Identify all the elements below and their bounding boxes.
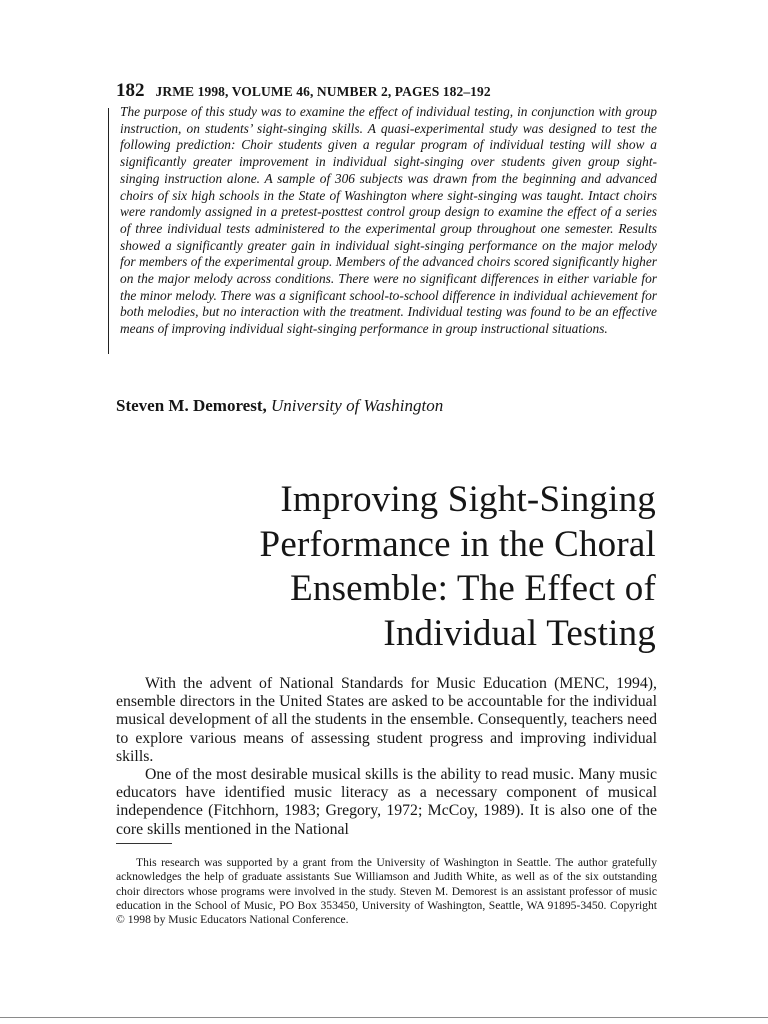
title-line: Individual Testing (383, 612, 656, 654)
page-bottom-rule (0, 1017, 768, 1018)
page-number: 182 (116, 80, 145, 101)
author-affiliation: University of Washington (271, 396, 444, 415)
footnote-rule (116, 843, 172, 844)
title-line: Performance in the Choral (259, 523, 656, 565)
running-head (116, 80, 491, 102)
body-paragraph: With the advent of National Standards for Music Education (MENC, 1994), ensemble directors in the United States are asked to be accountable for the individual musical development of all the students in the ensemble. Consequently, teachers need to explore various means of assessing student progress and improving individual skills. (116, 675, 657, 765)
body-text (116, 675, 657, 839)
title-line: Improving Sight-Singing (280, 479, 656, 520)
author-line (116, 396, 443, 416)
abstract: The purpose of this study was to examine the effect of individual testing, in conjunction with group instruction, on students’ sight-singing skills. A quasi-experimental study was designed to test the following prediction: Choir students given a regular program of individual testing will show a significantly greater improvement in individual sight-singing over students given group sight-singing instruction alone. A sample of 306 subjects was drawn from the beginning and advanced choirs of six high schools in the State of Washington where sight-singing was taught. Intact choirs were randomly assigned in a pretest-posttest control group design to examine the effect of a series of three individual tests administered to the experimental group throughout one semester. Results showed a significantly greater gain in individual sight-singing performance on the major melody for members of the experimental group. Members of the advanced choirs scored significantly higher on the major melody across conditions. There were no significant differences in either variable for the minor melody. There was a significant school-to-school difference in individual achievement for both melodies, but no interaction with the treatment. Individual testing was found to be an effective means of improving individual sight-singing performance in group instructional situations. (120, 104, 657, 337)
title-line: Ensemble: The Effect of (290, 568, 656, 609)
article-title (96, 478, 656, 656)
abstract-rule (108, 108, 109, 354)
author-name: Steven M. Demorest, (116, 396, 267, 415)
journal-reference: JRME 1998, VOLUME 46, NUMBER 2, PAGES 182–192 (155, 84, 491, 99)
body-paragraph: One of the most desirable musical skills is the ability to read music. Many music educators have identified music literacy as a necessary component of musical independence (Fitchhorn, 1983; Gregory, 1972; McCoy, 1989). It is also one of the core skills mentioned in the National (116, 766, 657, 838)
footnote: This research was supported by a grant from the University of Washington in Seattle. The author gratefully acknowledges the help of graduate assistants Sue Williamson and Judith White, as well as of the six outstanding choir directors whose programs were involved in the study. Steven M. Demorest is an assistant professor of music education in the School of Music, PO Box 353450, University of Washington, Seattle, WA 91895-3450. Copyright © 1998 by Music Educators National Conference. (116, 856, 657, 927)
